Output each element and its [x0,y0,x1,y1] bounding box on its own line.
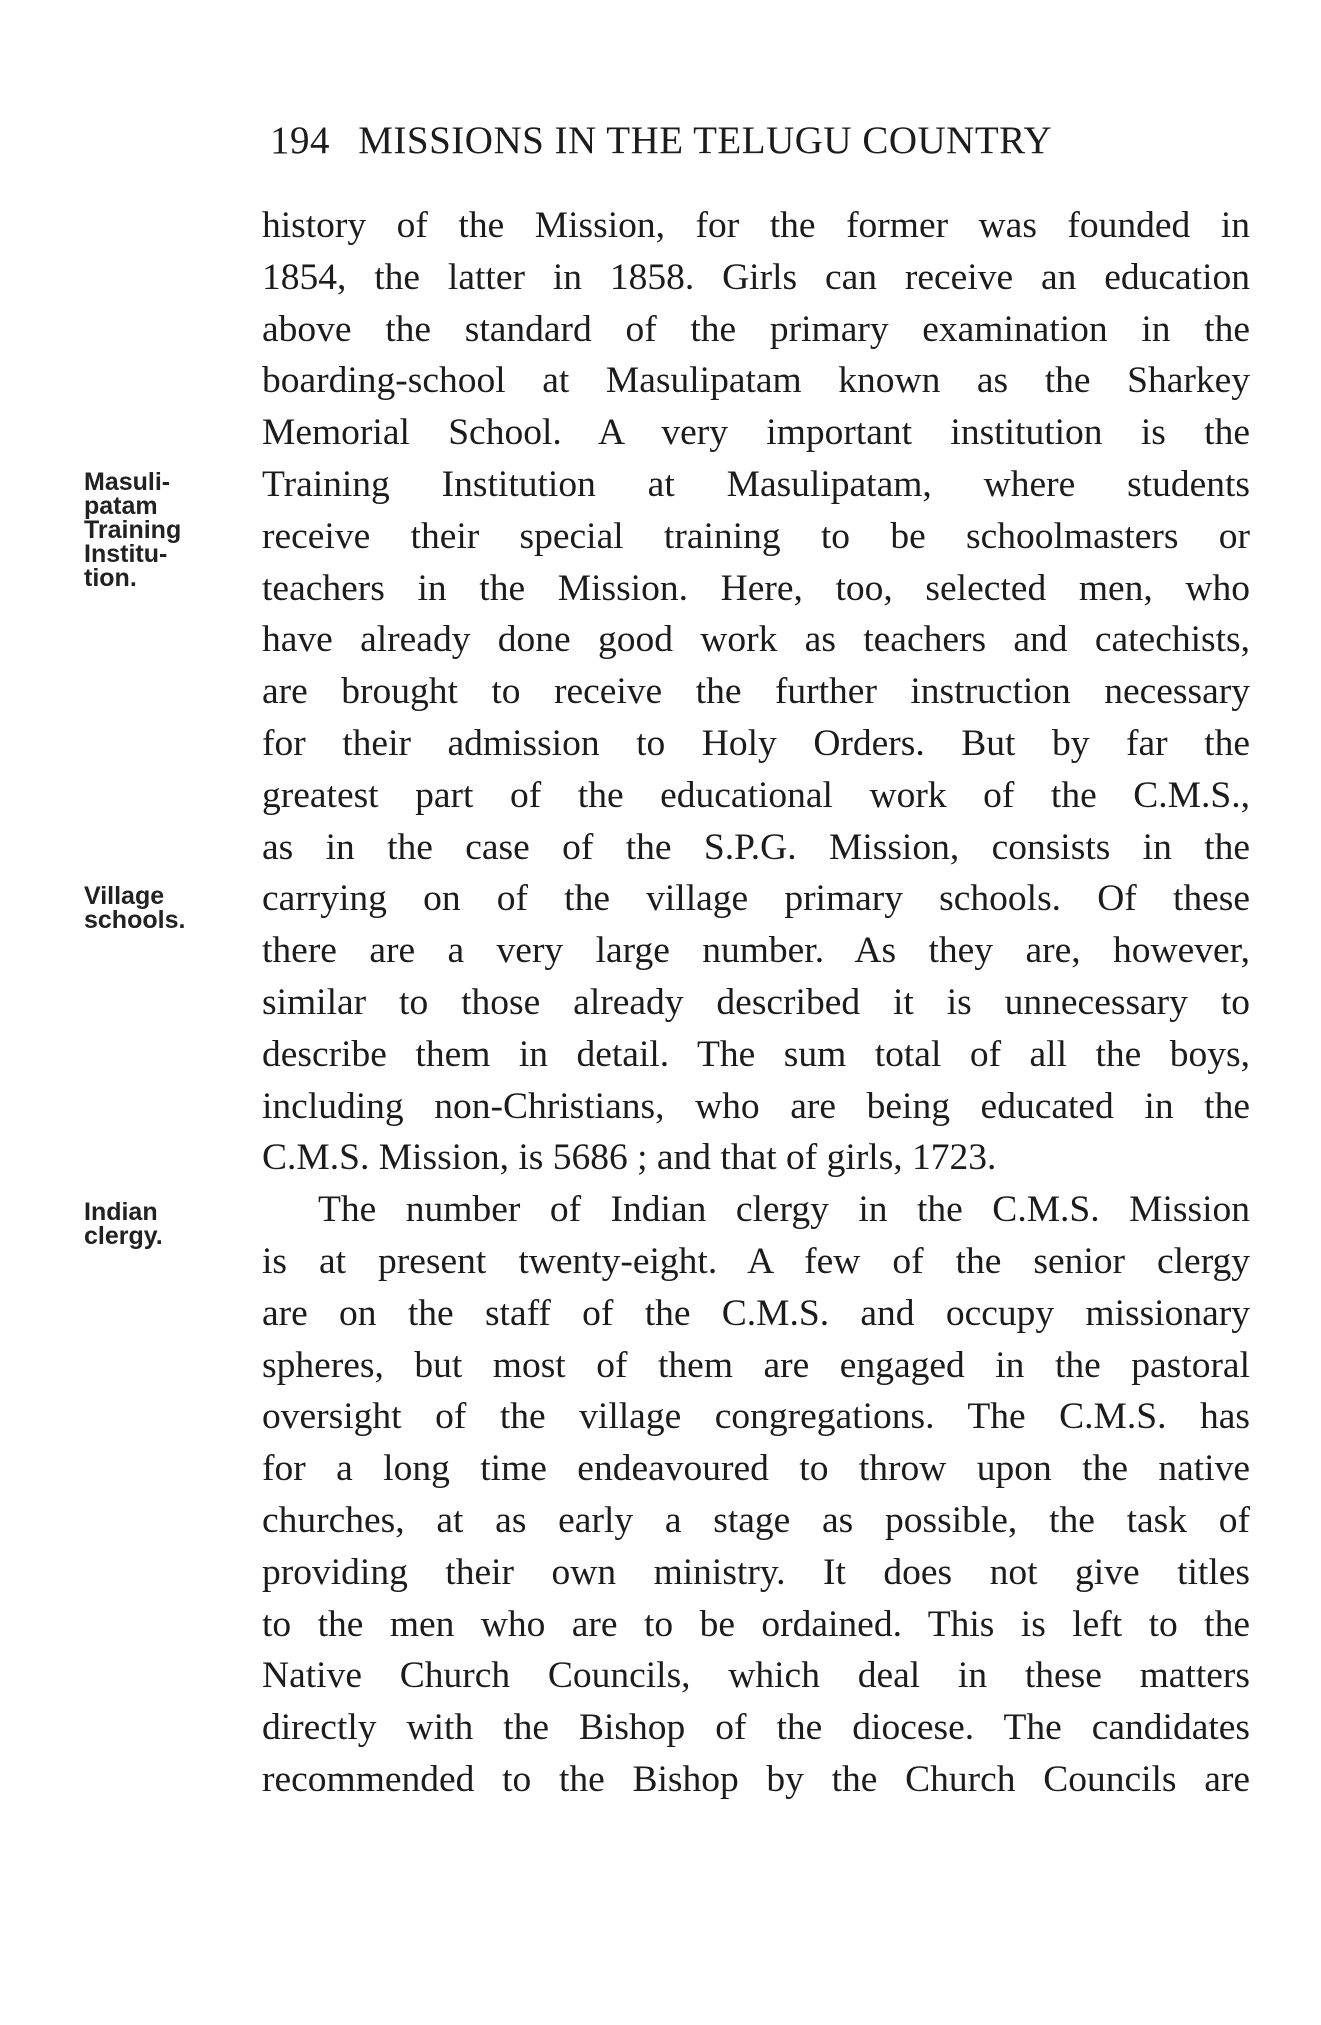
margin-note-line: Institu- [84,540,168,568]
text-line: to the men who are to be ordained. This is left to the [262,1603,1250,1645]
text-line: including non-Christians, who are being educated in the [262,1085,1250,1127]
margin-note-line: clergy. [84,1222,163,1250]
text-line: churches, at as early a stage as possible, the task of [262,1499,1250,1541]
text-line: have already done good work as teachers and catechists, [262,619,1250,661]
text-line: recommended to the Bishop by the Church Councils are [262,1758,1250,1800]
margin-note-line: Village [84,882,165,910]
text-line: receive their special training to be schoolmasters or [262,515,1250,557]
text-line: Training Institution at Masulipatam, where students [262,463,1250,505]
text-line: for a long time endeavoured to throw upon the native [262,1448,1250,1490]
margin-note-line: patam [84,492,158,520]
margin-note-village-schools [84,884,244,932]
text-line: providing their own ministry. It does not give titles [262,1551,1250,1593]
text-line: oversight of the village congregations. The C.M.S. has [262,1396,1250,1438]
margin-note-line: tion. [84,564,137,592]
text-line: spheres, but most of them are engaged in the pastoral [262,1344,1250,1386]
text-line: history of the Mission, for the former was founded in [262,205,1250,246]
text-line: above the standard of the primary examination in the [262,308,1250,350]
text-line: greatest part of the educational work of the C.M.S., [262,774,1250,816]
text-line: carrying on of the village primary schools. Of these [262,878,1250,920]
text-line: The number of Indian clergy in the C.M.S. Mission [318,1189,1250,1231]
text-line: for their admission to Holy Orders. But by far the [262,722,1250,764]
text-line: 1854, the latter in 1858. Girls can receive an education [262,256,1250,298]
text-line: C.M.S. Mission, is 5686 ; and that of girls, 1723. [262,1137,997,1179]
text-line: as in the case of the S.P.G. Mission, consists in the [262,826,1250,868]
text-line: describe them in detail. The sum total of all the boys, [262,1033,1250,1075]
text-line: Native Church Councils, which deal in these matters [262,1655,1250,1697]
text-line: boarding-school at Masulipatam known as the Sharkey [262,360,1250,402]
text-line: Memorial School. A very important institution is the [262,412,1250,454]
margin-note-line: Indian [84,1198,158,1226]
text-line: are brought to receive the further instruction necessary [262,671,1250,713]
text-line: similar to those already described it is unnecessary to [262,981,1250,1023]
text-line: is at present twenty-eight. A few of the senior clergy [262,1240,1250,1282]
running-header [270,118,1170,163]
text-line: are on the staff of the C.M.S. and occupy missionary [262,1292,1250,1334]
margin-note-line: Training [84,516,182,544]
text-line: directly with the Bishop of the diocese. The candidates [262,1707,1250,1749]
margin-note-masulipatam-training [84,470,244,590]
margin-note-indian-clergy [84,1200,244,1248]
page-number: 194 [270,119,330,162]
text-line: teachers in the Mission. Here, too, selected men, who [262,567,1250,609]
body-text [262,200,1250,1806]
running-title: MISSIONS IN THE TELUGU COUNTRY [358,119,1053,162]
margin-note-line: Masuli- [84,468,171,496]
text-line: there are a very large number. As they are, however, [262,930,1250,972]
margin-note-line: schools. [84,906,186,934]
